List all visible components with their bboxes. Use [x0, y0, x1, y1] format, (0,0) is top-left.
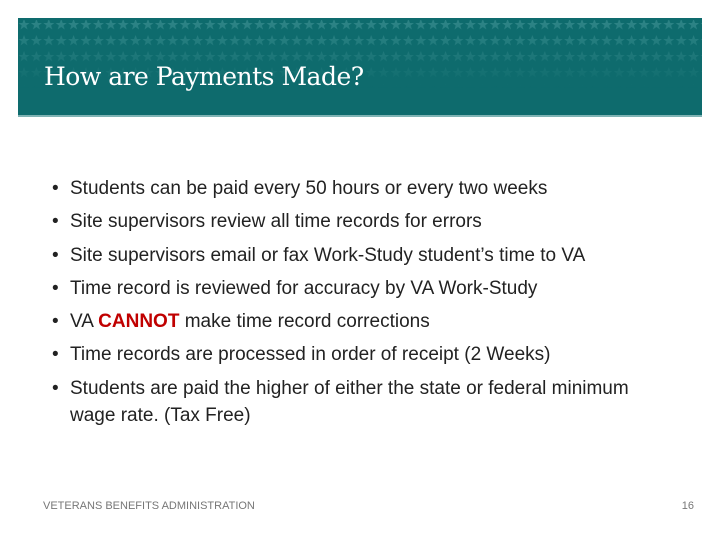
- bullet-text: Time records are processed in order of receipt (2 Weeks): [70, 344, 551, 366]
- bullet-text: VA: [70, 311, 99, 333]
- bullet-item: [52, 239, 672, 272]
- bullet-text: Site supervisors email or fax Work-Study student’s time to VA: [70, 244, 586, 266]
- bullet-icon: •: [52, 311, 59, 333]
- bullet-text: Students are paid the higher of either the state or federal minimum wage rate. (Tax Free): [70, 377, 629, 426]
- bullet-icon: •: [52, 377, 59, 399]
- slide-title: How are Payments Made?: [44, 62, 364, 91]
- bullet-item: [52, 372, 672, 429]
- footer-organization: VETERANS BENEFITS ADMINISTRATION: [43, 500, 255, 512]
- bullet-icon: •: [52, 244, 59, 266]
- bullet-text: Site supervisors review all time records for errors: [70, 211, 482, 233]
- bullet-icon: •: [52, 344, 59, 366]
- title-banner: [18, 18, 702, 116]
- page-number: 16: [681, 500, 694, 512]
- bullet-text: Students can be paid every 50 hours or every two weeks: [70, 178, 548, 199]
- emphasis-text: CANNOT: [98, 311, 180, 333]
- bullet-icon: •: [52, 178, 59, 199]
- bullet-icon: •: [52, 277, 59, 299]
- bullet-text: Time record is reviewed for accuracy by VA Work-Study: [70, 277, 538, 299]
- bullet-list: [52, 172, 672, 429]
- title-divider: [18, 115, 702, 117]
- bullet-icon: •: [52, 211, 59, 233]
- bullet-item: [52, 305, 672, 338]
- bullet-item: [52, 205, 672, 238]
- bullet-text: make time record corrections: [179, 311, 430, 333]
- bullet-item: [52, 172, 672, 205]
- bullet-item: [52, 338, 672, 371]
- bullet-item: [52, 272, 672, 305]
